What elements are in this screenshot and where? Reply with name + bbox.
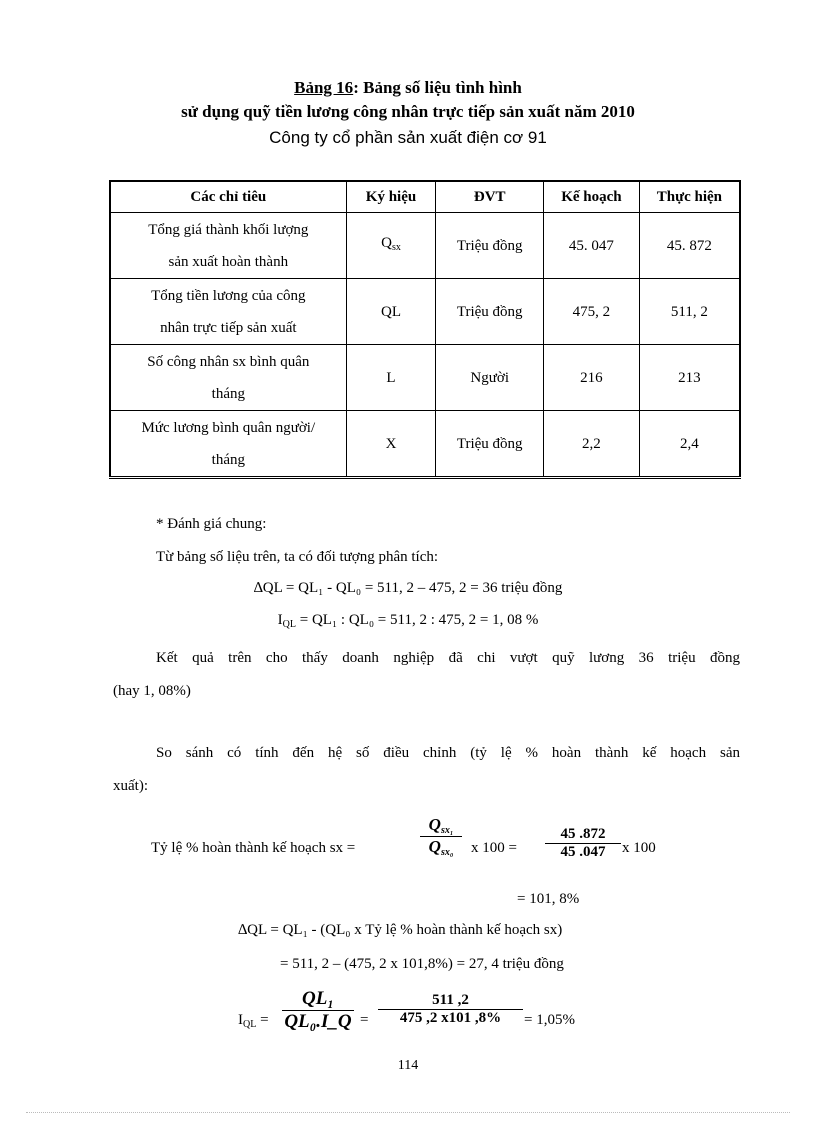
paragraph-1-line2: (hay 1, 08%) bbox=[113, 683, 191, 699]
ratio-den-value: 45 .047 bbox=[560, 844, 606, 860]
unit-cell: Người bbox=[436, 345, 544, 411]
plan-cell: 2,2 bbox=[544, 411, 640, 478]
iql-den-value: 475 ,2 x101 ,8% bbox=[399, 1010, 502, 1026]
indicator-line: Tổng tiền lương của công bbox=[151, 287, 306, 304]
ratio-num: Q bbox=[428, 815, 441, 834]
ratio-symbolic-fraction bbox=[420, 815, 462, 858]
paragraph-1-line1: Kết quả trên cho thấy doanh nghiệp đã chi vượt quỹ lương 36 triệu đồng bbox=[156, 650, 740, 666]
table-row bbox=[110, 345, 740, 411]
data-table bbox=[109, 180, 741, 479]
plan-cell: 216 bbox=[544, 345, 640, 411]
title-line1: : Bảng số liệu tình hình bbox=[353, 78, 522, 97]
header-indicator: Các chỉ tiêu bbox=[110, 181, 346, 213]
equation-adjusted-result: = 511, 2 – (475, 2 x 101,8%) = 27, 4 triệu đồng bbox=[280, 956, 564, 972]
iql-den: QL₀.I_Q bbox=[284, 1011, 352, 1032]
actual-cell: 2,4 bbox=[639, 411, 740, 478]
actual-cell: 213 bbox=[639, 345, 740, 411]
table-header-row bbox=[110, 181, 740, 213]
indicator-cell bbox=[110, 213, 346, 279]
symbol-cell bbox=[346, 213, 436, 279]
unit-cell: Triệu đồng bbox=[436, 279, 544, 345]
equation-iql bbox=[0, 612, 816, 630]
iql-num: QL₁ bbox=[302, 988, 334, 1009]
unit-cell: Triệu đồng bbox=[436, 213, 544, 279]
indicator-line: Mức lương bình quân người/ bbox=[141, 419, 316, 436]
table-row bbox=[110, 279, 740, 345]
iql-symbolic-fraction bbox=[282, 988, 354, 1033]
symbol-sub: sx bbox=[391, 242, 401, 253]
equation-delta-ql: ∆QL = QL₁ - QL₀ = 511, 2 – 475, 2 = 36 triệu đồng bbox=[253, 580, 563, 596]
equals-sign: = bbox=[260, 1012, 269, 1028]
indicator-line: tháng bbox=[211, 451, 245, 468]
indicator-cell bbox=[110, 411, 346, 478]
iql-result: = 1,05% bbox=[524, 1012, 575, 1028]
symbol: Q bbox=[381, 235, 392, 251]
indicator-line: sản xuất hoàn thành bbox=[168, 253, 289, 270]
symbol-cell: X bbox=[346, 411, 436, 478]
indicator-line: Tổng giá thành khối lượng bbox=[148, 221, 309, 238]
header-symbol: Ký hiệu bbox=[346, 181, 436, 213]
company-name: Công ty cổ phần sản xuất điện cơ 91 bbox=[269, 128, 547, 147]
indicator-line: tháng bbox=[211, 385, 245, 402]
ratio-value-fraction bbox=[545, 826, 621, 861]
plan-cell: 475, 2 bbox=[544, 279, 640, 345]
equals-sign-2: = bbox=[360, 1012, 369, 1028]
indicator-cell bbox=[110, 345, 346, 411]
actual-cell: 511, 2 bbox=[639, 279, 740, 345]
iql2-label: I bbox=[238, 1012, 243, 1028]
ratio-den-sub: sx₀ bbox=[440, 847, 454, 858]
symbol-cell: QL bbox=[346, 279, 436, 345]
page-footer-divider bbox=[26, 1112, 790, 1113]
intro-text: Từ bảng số liệu trên, ta có đối tượng phân tích: bbox=[156, 549, 439, 565]
iql-adjusted-label bbox=[238, 1012, 269, 1030]
times-100-a: x 100 = bbox=[471, 840, 517, 856]
paragraph-2-line1: So sánh có tính đến hệ số điều chỉnh (tỷ lệ % hoàn thành kế hoạch sản bbox=[156, 745, 740, 761]
indicator-line: Số công nhân sx bình quân bbox=[147, 353, 310, 370]
table-row bbox=[110, 411, 740, 478]
times-100-b: x 100 bbox=[622, 840, 656, 856]
ratio-num-value: 45 .872 bbox=[560, 826, 606, 842]
indicator-cell bbox=[110, 279, 346, 345]
paragraph-2-line2: xuất): bbox=[113, 778, 148, 794]
header-actual: Thực hiện bbox=[639, 181, 740, 213]
ratio-label: Tỷ lệ % hoàn thành kế hoạch sx = bbox=[151, 840, 356, 856]
header-unit: ĐVT bbox=[436, 181, 544, 213]
plan-cell: 45. 047 bbox=[544, 213, 640, 279]
table-title bbox=[0, 78, 816, 98]
actual-cell: 45. 872 bbox=[639, 213, 740, 279]
iql-rest: = QL₁ : QL₀ = 511, 2 : 475, 2 = 1, 08 % bbox=[295, 612, 539, 628]
symbol-cell: L bbox=[346, 345, 436, 411]
ratio-num-sub: sx₁ bbox=[440, 825, 454, 836]
eval-heading: * Đánh giá chung: bbox=[156, 516, 267, 532]
indicator-line: nhân trực tiếp sản xuất bbox=[160, 319, 297, 336]
iql-value-fraction bbox=[378, 992, 523, 1027]
ratio-result: = 101, 8% bbox=[517, 891, 580, 907]
title-line2: sử dụng quỹ tiền lương công nhân trực tiếp sản xuất năm 2010 bbox=[181, 102, 635, 121]
iql2-sub: QL bbox=[243, 1019, 257, 1030]
header-plan: Kế hoạch bbox=[544, 181, 640, 213]
iql-sub: QL bbox=[282, 619, 296, 630]
iql-label: I bbox=[277, 612, 283, 628]
page-number: 114 bbox=[397, 1058, 419, 1073]
equation-adjusted-delta: ∆QL = QL₁ - (QL₀ x Tỷ lệ % hoàn thành kế hoạch sx) bbox=[238, 922, 563, 938]
unit-cell: Triệu đồng bbox=[436, 411, 544, 478]
table-number: Bảng 16 bbox=[294, 78, 354, 97]
table-row bbox=[110, 213, 740, 279]
iql-num-value: 511 ,2 bbox=[432, 992, 469, 1008]
ratio-den: Q bbox=[428, 837, 441, 856]
